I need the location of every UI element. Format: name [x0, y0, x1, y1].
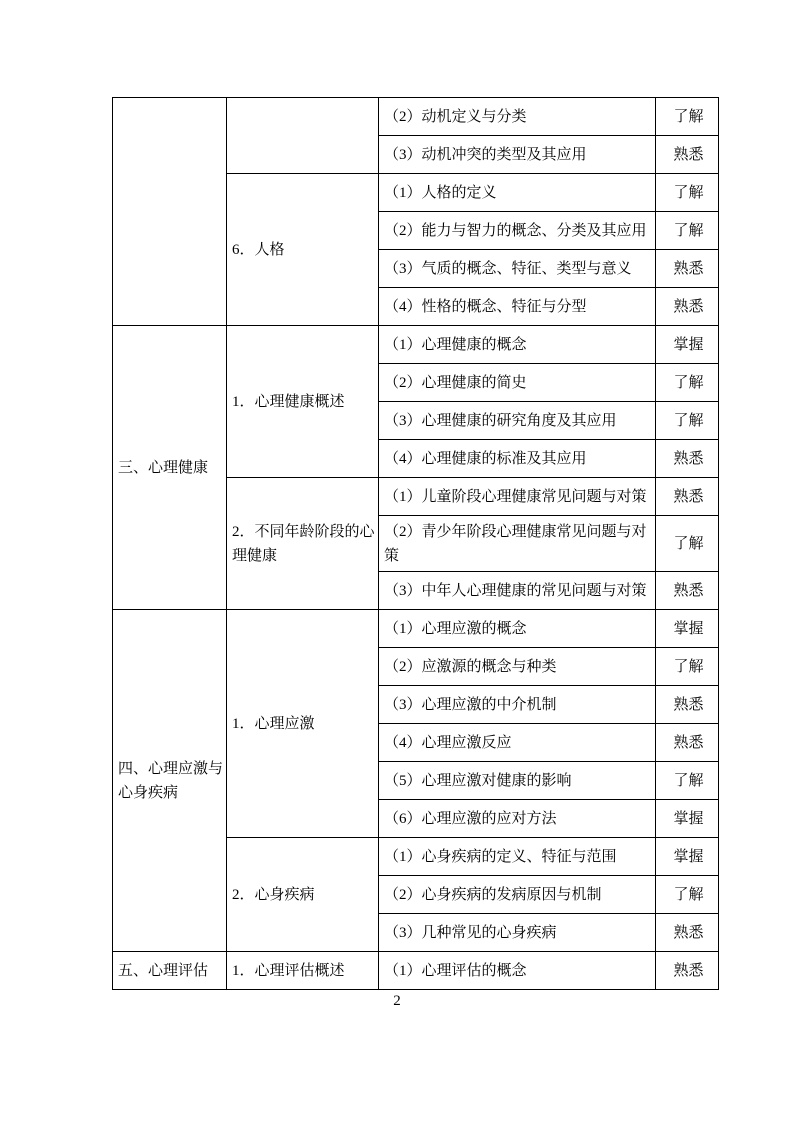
- cell-topic: （1）心理健康的概念: [379, 326, 656, 364]
- cell-level: 熟悉: [656, 572, 719, 610]
- cell-topic: （1）儿童阶段心理健康常见问题与对策: [379, 478, 656, 516]
- cell-level: 了解: [656, 516, 719, 572]
- cell-level: 了解: [656, 364, 719, 402]
- cell-topic: （5）心理应激对健康的影响: [379, 762, 656, 800]
- cell-topic: （1）心理评估的概念: [379, 952, 656, 990]
- cell-level: 熟悉: [656, 136, 719, 174]
- cell-level: 熟悉: [656, 288, 719, 326]
- cell-topic: （4）性格的概念、特征与分型: [379, 288, 656, 326]
- cell-topic: （4）心理健康的标准及其应用: [379, 440, 656, 478]
- cell-topic: （2）能力与智力的概念、分类及其应用: [379, 212, 656, 250]
- cell-level: 了解: [656, 212, 719, 250]
- cell-topic: （1）人格的定义: [379, 174, 656, 212]
- cell-level: 熟悉: [656, 478, 719, 516]
- cell-topic: （6）心理应激的应对方法: [379, 800, 656, 838]
- cell-group-assessment-overview: 1．心理评估概述: [227, 952, 379, 990]
- cell-group-mh-overview: 1．心理健康概述: [227, 326, 379, 478]
- cell-level: 掌握: [656, 326, 719, 364]
- cell-level: 掌握: [656, 800, 719, 838]
- cell-category-continued: [113, 98, 227, 326]
- cell-level: 熟悉: [656, 914, 719, 952]
- cell-level: 熟悉: [656, 952, 719, 990]
- cell-level: 掌握: [656, 838, 719, 876]
- cell-level: 掌握: [656, 610, 719, 648]
- cell-category-stress-psychosomatic: 四、心理应激与心身疾病: [113, 610, 227, 952]
- cell-group-psychosomatic: 2．心身疾病: [227, 838, 379, 952]
- cell-level: 了解: [656, 762, 719, 800]
- cell-topic: （4）心理应激反应: [379, 724, 656, 762]
- cell-level: 了解: [656, 648, 719, 686]
- cell-topic: （2）应激源的概念与种类: [379, 648, 656, 686]
- syllabus-table: [112, 97, 719, 990]
- cell-level: 了解: [656, 98, 719, 136]
- cell-level: 熟悉: [656, 686, 719, 724]
- cell-group-personality: 6．人格: [227, 174, 379, 326]
- cell-group-continued: [227, 98, 379, 174]
- cell-level: 了解: [656, 876, 719, 914]
- cell-topic: （3）气质的概念、特征、类型与意义: [379, 250, 656, 288]
- cell-topic: （1）心理应激的概念: [379, 610, 656, 648]
- cell-topic: （3）中年人心理健康的常见问题与对策: [379, 572, 656, 610]
- cell-level: 熟悉: [656, 250, 719, 288]
- cell-topic: （3）心理健康的研究角度及其应用: [379, 402, 656, 440]
- cell-topic: （3）动机冲突的类型及其应用: [379, 136, 656, 174]
- cell-level: 熟悉: [656, 724, 719, 762]
- cell-level: 了解: [656, 174, 719, 212]
- cell-group-stress: 1．心理应激: [227, 610, 379, 838]
- cell-level: 熟悉: [656, 440, 719, 478]
- cell-group-mh-ages: 2．不同年龄阶段的心理健康: [227, 478, 379, 610]
- page-number: 2: [393, 993, 401, 1009]
- cell-category-assessment: 五、心理评估: [113, 952, 227, 990]
- cell-topic: （3）几种常见的心身疾病: [379, 914, 656, 952]
- cell-category-mental-health: 三、心理健康: [113, 326, 227, 610]
- cell-topic: （2）心身疾病的发病原因与机制: [379, 876, 656, 914]
- cell-topic: （2）青少年阶段心理健康常见问题与对策: [379, 516, 656, 572]
- cell-topic: （2）动机定义与分类: [379, 98, 656, 136]
- cell-topic: （2）心理健康的简史: [379, 364, 656, 402]
- cell-level: 了解: [656, 402, 719, 440]
- cell-topic: （3）心理应激的中介机制: [379, 686, 656, 724]
- cell-topic: （1）心身疾病的定义、特征与范围: [379, 838, 656, 876]
